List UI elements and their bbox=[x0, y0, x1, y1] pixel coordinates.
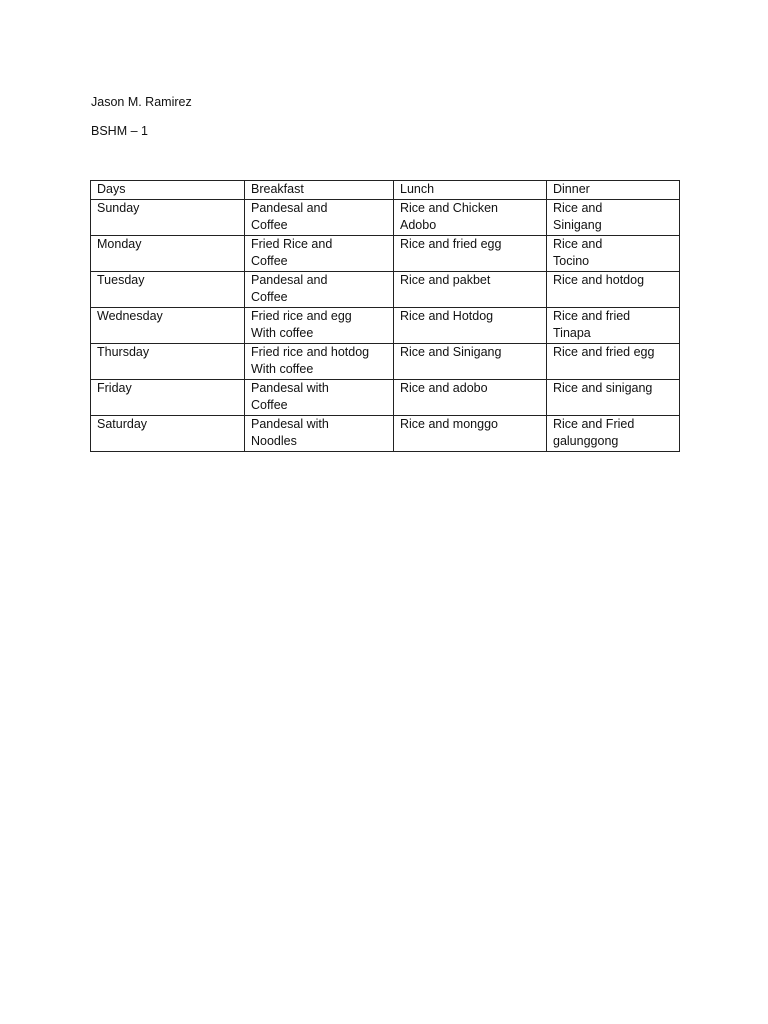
breakfast-cell: Pandesal with Coffee bbox=[245, 379, 394, 415]
lunch-cell: Rice and monggo bbox=[394, 415, 547, 451]
table-row bbox=[91, 271, 680, 307]
dinner-cell: Rice and hotdog bbox=[547, 271, 680, 307]
author-name: Jason M. Ramirez bbox=[91, 95, 192, 109]
day-cell: Monday bbox=[91, 235, 245, 271]
lunch-cell: Rice and adobo bbox=[394, 379, 547, 415]
table-row bbox=[91, 379, 680, 415]
table-row bbox=[91, 307, 680, 343]
table-row bbox=[91, 199, 680, 235]
header-breakfast: Breakfast bbox=[245, 181, 394, 200]
day-cell: Thursday bbox=[91, 343, 245, 379]
meal-plan-table bbox=[90, 180, 680, 452]
lunch-cell: Rice and Hotdog bbox=[394, 307, 547, 343]
course-label: BSHM – 1 bbox=[91, 124, 148, 138]
header-days: Days bbox=[91, 181, 245, 200]
breakfast-cell: Pandesal and Coffee bbox=[245, 199, 394, 235]
breakfast-cell: Fried rice and hotdog With coffee bbox=[245, 343, 394, 379]
dinner-cell: Rice and fried egg bbox=[547, 343, 680, 379]
day-cell: Sunday bbox=[91, 199, 245, 235]
dinner-cell: Rice and sinigang bbox=[547, 379, 680, 415]
breakfast-cell: Pandesal and Coffee bbox=[245, 271, 394, 307]
lunch-cell: Rice and pakbet bbox=[394, 271, 547, 307]
day-cell: Tuesday bbox=[91, 271, 245, 307]
lunch-cell: Rice and Sinigang bbox=[394, 343, 547, 379]
breakfast-cell: Fried rice and egg With coffee bbox=[245, 307, 394, 343]
table-row bbox=[91, 415, 680, 451]
header-lunch: Lunch bbox=[394, 181, 547, 200]
table-header-row bbox=[91, 181, 680, 200]
day-cell: Saturday bbox=[91, 415, 245, 451]
breakfast-cell: Fried Rice and Coffee bbox=[245, 235, 394, 271]
breakfast-cell: Pandesal with Noodles bbox=[245, 415, 394, 451]
dinner-cell: Rice and Fried galunggong bbox=[547, 415, 680, 451]
dinner-cell: Rice and fried Tinapa bbox=[547, 307, 680, 343]
day-cell: Friday bbox=[91, 379, 245, 415]
day-cell: Wednesday bbox=[91, 307, 245, 343]
lunch-cell: Rice and Chicken Adobo bbox=[394, 199, 547, 235]
header-dinner: Dinner bbox=[547, 181, 680, 200]
lunch-cell: Rice and fried egg bbox=[394, 235, 547, 271]
table-row bbox=[91, 235, 680, 271]
dinner-cell: Rice and Sinigang bbox=[547, 199, 680, 235]
table-row bbox=[91, 343, 680, 379]
dinner-cell: Rice and Tocino bbox=[547, 235, 680, 271]
